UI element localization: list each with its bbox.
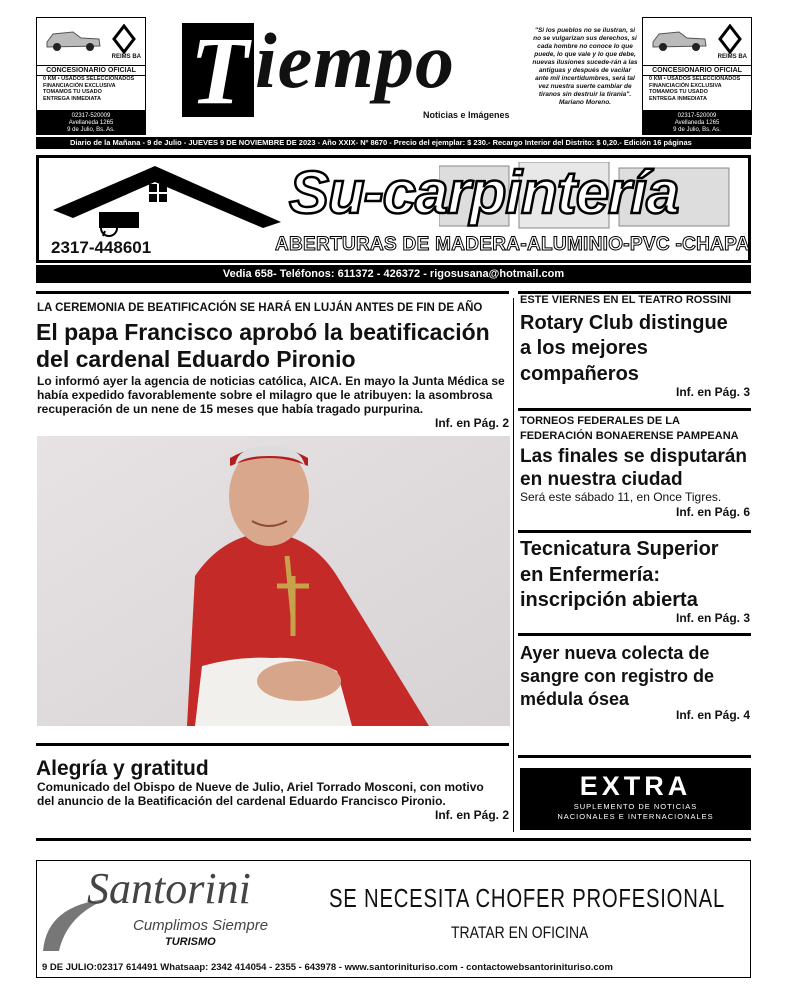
masthead-title: iempo bbox=[255, 17, 455, 104]
santorini-slogan: Cumplimos Siempre bbox=[133, 917, 269, 934]
second-story-body-2: del anuncio de la Beatificación del cardenal Eduardo Francisco Pironio. bbox=[37, 794, 446, 808]
whatsapp-icon bbox=[99, 218, 119, 238]
ad-footer bbox=[37, 110, 145, 134]
side-3-line-1: Tecnicatura Superior bbox=[520, 538, 719, 560]
ad-phone: 02317-520009 bbox=[677, 113, 717, 119]
side-3-page-ref: Inf. en Pág. 3 bbox=[675, 611, 750, 625]
banner-subtitle: ABERTURAS DE MADERA-ALUMINIO-PVC -CHAPA bbox=[275, 234, 750, 255]
ad-address: Avellaneda 1265 bbox=[674, 120, 720, 126]
main-story-headline-1: El papa Francisco aprobó la beatificación bbox=[36, 319, 490, 345]
ad-item: ENTREGA INMEDIATA bbox=[43, 95, 101, 102]
ad-left bbox=[36, 17, 146, 135]
divider bbox=[36, 291, 509, 294]
second-story-headline: Alegría y gratitud bbox=[36, 757, 209, 780]
side-2-kicker-1: TORNEOS FEDERALES DE LA bbox=[520, 415, 680, 427]
extra-line-2: NACIONALES E INTERNACIONALES bbox=[557, 812, 714, 821]
side-2-line-1: Las finales se disputarán bbox=[520, 446, 748, 467]
edition-info-bar: Diario de la Mañana - 9 de Julio - JUEVES 9 DE NOVIEMBRE DE 2023 - Año XXIX- Nº 8670 - Precio del ejemplar: $ 230.- Recargo Interior del Distrito: $ 0,20.- Edición 16 páginas bbox=[36, 137, 751, 149]
ad-item: TOMAMOS TU USADO bbox=[43, 89, 102, 95]
side-1-kicker: ESTE VIERNES EN EL TEATRO ROSSINI bbox=[520, 294, 732, 306]
side-1-line-3: compañeros bbox=[520, 363, 639, 385]
cardinal-photo bbox=[37, 436, 510, 726]
masthead-tagline: Noticias e Imágenes bbox=[423, 110, 510, 120]
santorini-sub: TRATAR EN OFICINA bbox=[451, 923, 589, 942]
main-story-kicker: LA CEREMONIA DE BEATIFICACIÓN SE HARÁ EN LUJÁN ANTES DE FIN DE AÑO bbox=[37, 302, 483, 314]
pickup-truck-icon bbox=[43, 24, 103, 54]
ad-brand: REIMS BA bbox=[717, 54, 747, 60]
side-4-line-1: Ayer nueva colecta de bbox=[520, 643, 710, 663]
side-3-line-3: inscripción abierta bbox=[520, 589, 698, 611]
main-story-body-3: recuperación de un nene de 15 meses que había tragado purpurina. bbox=[37, 402, 424, 416]
santorini-headline: SE NECESITA CHOFER PROFESIONAL bbox=[329, 883, 726, 913]
ad-city: 9 de Julio, Bs. As. bbox=[67, 127, 115, 133]
side-4-line-3: médula ósea bbox=[520, 689, 630, 709]
ad-item: 0 KM • USADOS SELECCIONADOS bbox=[649, 76, 741, 82]
santorini-brand: Santorini bbox=[87, 864, 251, 913]
carpentry-banner bbox=[36, 155, 751, 263]
second-story-body-1: Comunicado del Obispo de Nueve de Julio, Ariel Torrado Mosconi, con motivo bbox=[37, 780, 484, 794]
divider bbox=[518, 633, 751, 636]
ad-items bbox=[649, 76, 740, 102]
ad-right bbox=[642, 17, 752, 135]
extra-title: EXTRA bbox=[579, 771, 692, 801]
ad-city: 9 de Julio, Bs. As. bbox=[673, 127, 721, 133]
ad-address: Avellaneda 1265 bbox=[68, 120, 114, 126]
side-1-line-1: Rotary Club distingue bbox=[520, 312, 728, 334]
side-4-line-2: sangre con registro de bbox=[520, 666, 715, 686]
house-roof-icon bbox=[45, 162, 285, 232]
santorini-kind: TURISMO bbox=[165, 936, 216, 948]
ad-brand: REIMS BA bbox=[111, 54, 141, 60]
ad-concession: CONCESIONARIO OFICIAL bbox=[643, 65, 751, 76]
santorini-ad bbox=[36, 860, 751, 978]
ad-footer bbox=[643, 110, 751, 134]
side-4-page-ref: Inf. en Pág. 4 bbox=[675, 708, 750, 722]
divider bbox=[518, 530, 751, 533]
divider bbox=[518, 408, 751, 411]
side-1-page-ref: Inf. en Pág. 3 bbox=[675, 385, 750, 399]
banner-address-bar: Vedia 658- Teléfonos: 611372 - 426372 - rigosusana@hotmail.com bbox=[36, 265, 751, 283]
extra-supplement-box bbox=[520, 768, 751, 830]
ad-item: ENTREGA INMEDIATA bbox=[649, 95, 707, 102]
divider bbox=[36, 743, 509, 746]
masthead-quote: "Si los pueblos no se ilustran, si no se vulgarizan sus derechos, si cada hombre no conoce lo que puede, lo que vale y lo que debe, nuevas ilusiones sucede-rán a las antiguas y después de vacilar ante mil incertidumbres, será tal vez nuestra suerte cambiar de tiranos sin destruir la tiranía". Mariano Moreno. bbox=[532, 27, 638, 106]
main-story-page-ref: Inf. en Pág. 2 bbox=[434, 416, 509, 430]
column-divider bbox=[513, 298, 514, 832]
masthead-first-letter: T bbox=[190, 17, 249, 124]
side-2-page-ref: Inf. en Pág. 6 bbox=[675, 505, 750, 519]
santorini-footer: 9 DE JULIO:02317 614491 Whatsaap: 2342 414054 - 2355 - 643978 - www.santorinituriso.com - contactowebsantorinituriso.com bbox=[42, 962, 613, 973]
side-2-line-2: en nuestra ciudad bbox=[520, 469, 683, 490]
renault-logo-icon bbox=[717, 24, 743, 54]
masthead-first-letter-box bbox=[182, 17, 254, 124]
ad-item: 0 KM • USADOS SELECCIONADOS bbox=[43, 76, 135, 82]
side-3-line-2: en Enfermería: bbox=[520, 564, 661, 586]
main-story-headline-2: del cardenal Eduardo Pironio bbox=[36, 346, 356, 372]
side-2-kicker-2: FEDERACIÓN BONAERENSE PAMPEANA bbox=[520, 430, 739, 442]
pickup-truck-icon bbox=[649, 24, 709, 54]
ad-concession: CONCESIONARIO OFICIAL bbox=[37, 65, 145, 76]
banner-title: Su-carpintería bbox=[289, 159, 679, 226]
ad-item: FINANCIACIÓN EXCLUSIVA bbox=[649, 82, 722, 89]
main-story-body-2: había expedido favorablemente sobre el milagro que le atribuyen: la asombrosa bbox=[37, 388, 493, 402]
side-1-line-2: a los mejores bbox=[520, 337, 648, 359]
ad-phone: 02317-520009 bbox=[71, 113, 111, 119]
extra-line-1: SUPLEMENTO DE NOTICIAS bbox=[573, 802, 698, 811]
second-story-page-ref: Inf. en Pág. 2 bbox=[434, 808, 509, 822]
side-2-body: Será este sábado 11, en Once Tigres. bbox=[520, 490, 722, 504]
main-story-body-1: Lo informó ayer la agencia de noticias católica, AICA. En mayo la Junta Médica se bbox=[37, 374, 505, 388]
ad-item: TOMAMOS TU USADO bbox=[649, 89, 708, 95]
divider bbox=[36, 838, 751, 841]
divider bbox=[518, 755, 751, 758]
ad-item: FINANCIACIÓN EXCLUSIVA bbox=[43, 82, 116, 89]
ad-items bbox=[43, 76, 134, 102]
renault-logo-icon bbox=[111, 24, 137, 54]
cardinal-portrait-icon bbox=[37, 436, 510, 726]
banner-phone: 2317-448601 bbox=[51, 238, 152, 257]
